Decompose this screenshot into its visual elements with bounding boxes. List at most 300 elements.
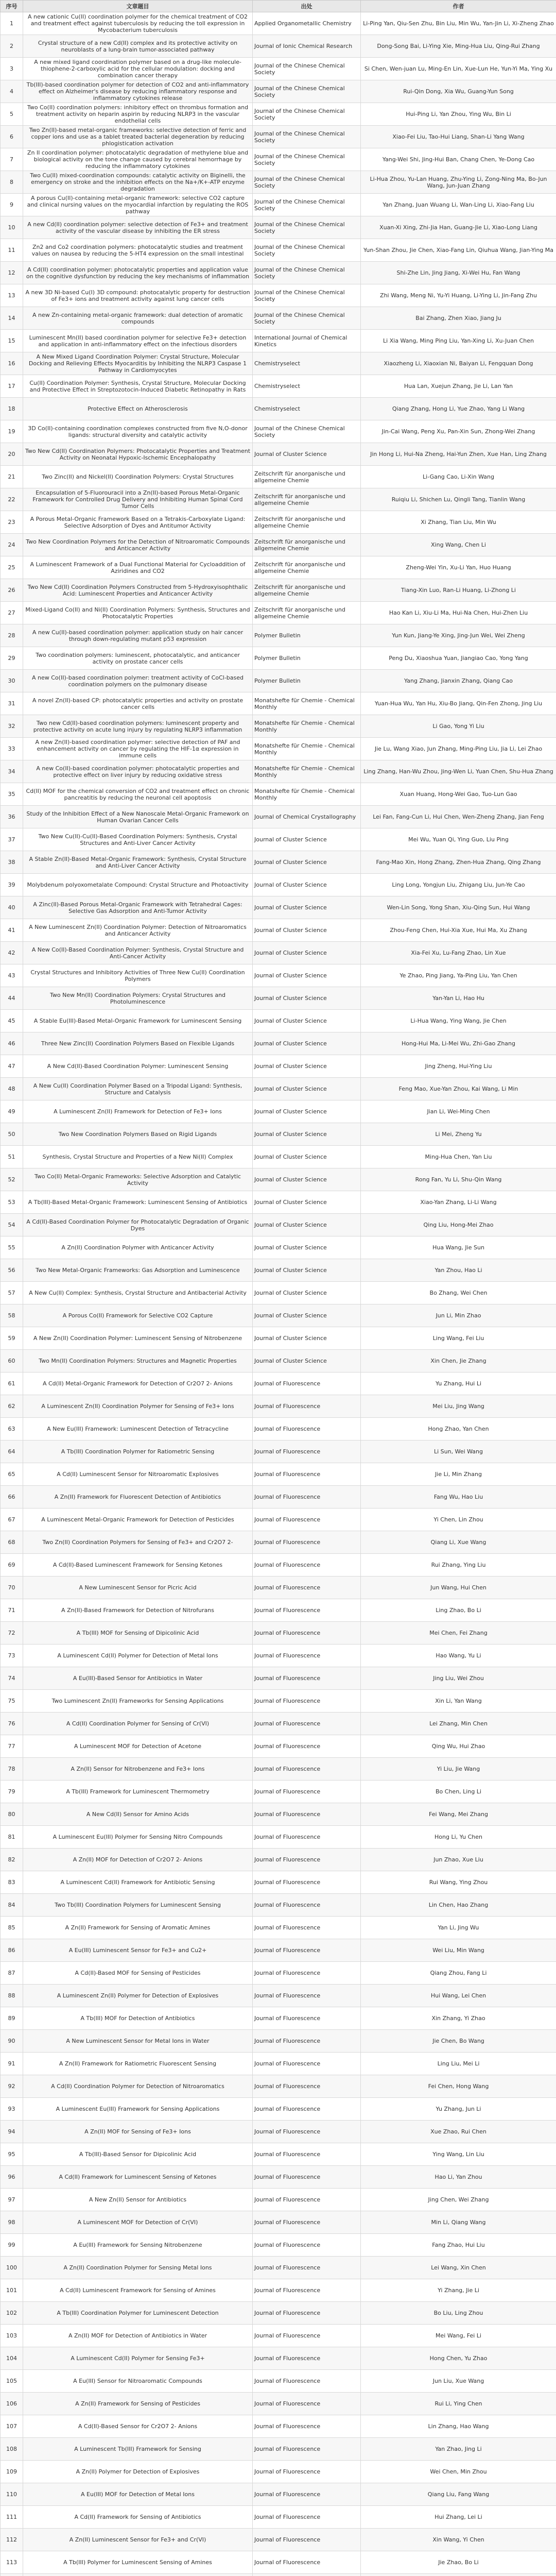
journal-name: Journal of the Chinese Chemical Society bbox=[253, 262, 361, 284]
journal-name: Journal of the Chinese Chemical Society bbox=[253, 171, 361, 194]
journal-name: Journal of Fluorescence bbox=[253, 1735, 361, 1758]
journal-name: Journal of Cluster Science bbox=[253, 964, 361, 987]
row-number: 16 bbox=[1, 352, 23, 375]
journal-name: Monatshefte für Chemie - Chemical Monthly bbox=[253, 760, 361, 783]
table-row bbox=[1, 1418, 556, 1440]
table-row bbox=[1, 12, 556, 35]
article-title: A Cd(II) Luminescent Framework for Sensing of Amines bbox=[23, 2279, 253, 2302]
row-number: 7 bbox=[1, 148, 23, 171]
journal-name: Journal of Cluster Science bbox=[253, 1123, 361, 1146]
journal-name: Journal of Fluorescence bbox=[253, 1554, 361, 1577]
article-title: A Porous Metal-Organic Framework Based on a Tetrakis-Carboxylate Ligand: Selective Adsorption of Dyes and Antitumor Activity bbox=[23, 511, 253, 534]
author-list: Qiang Li, Xue Wang bbox=[361, 1531, 556, 1554]
article-title: Two coordination polymers: luminescent, photocatalytic, and anticancer activity on prostate cancer cells bbox=[23, 647, 253, 670]
row-number: 104 bbox=[1, 2347, 23, 2370]
row-number: 52 bbox=[1, 1168, 23, 1191]
author-list: Jun Wang, Hui Chen bbox=[361, 1577, 556, 1599]
row-number: 91 bbox=[1, 2053, 23, 2075]
table-row bbox=[1, 1554, 556, 1577]
table-row bbox=[1, 307, 556, 330]
author-list: Jun Zhao, Xue Liu bbox=[361, 1849, 556, 1871]
table-row bbox=[1, 80, 556, 103]
author-list: Mei Chen, Fei Zhang bbox=[361, 1622, 556, 1645]
table-row bbox=[1, 2483, 556, 2506]
author-list: Xiaozheng Li, Xiaoxian Ni, Baiyan Li, Fengquan Dong bbox=[361, 352, 556, 375]
row-number: 50 bbox=[1, 1123, 23, 1146]
article-title: A Cd(II) Metal-Organic Framework for Detection of Cr2O7 2- Anions bbox=[23, 1372, 253, 1395]
table-row bbox=[1, 126, 556, 148]
author-list: Li Xia Wang, Ming Ping Liu, Yan-Xing Li, Xu-Juan Chen bbox=[361, 330, 556, 352]
journal-name: Journal of Fluorescence bbox=[253, 1395, 361, 1418]
article-title: A New Eu(III) Framework: Luminescent Detection of Tetracycline bbox=[23, 1418, 253, 1440]
article-title: A Zn(II) Framework for Ratiometric Fluorescent Sensing bbox=[23, 2053, 253, 2075]
row-number: 39 bbox=[1, 874, 23, 896]
table-row bbox=[1, 1849, 556, 1871]
journal-name: Journal of the Chinese Chemical Society bbox=[253, 80, 361, 103]
article-title: A Stable Eu(III)-Based Metal-Organic Framework for Luminescent Sensing bbox=[23, 1010, 253, 1032]
article-title: Tb(III)-based coordination polymer for detection of CO2 and anti-inflammatory effect on Alzheimer's disease by reducing inflammatory response and inflammatory cytokines release bbox=[23, 80, 253, 103]
author-list: Qiang Liu, Fang Wang bbox=[361, 2483, 556, 2506]
journal-name: Journal of Cluster Science bbox=[253, 1168, 361, 1191]
author-list: Fang Wu, Hao Liu bbox=[361, 1486, 556, 1509]
table-row bbox=[1, 1690, 556, 1713]
table-row bbox=[1, 103, 556, 126]
row-number: 44 bbox=[1, 987, 23, 1010]
table-row bbox=[1, 1214, 556, 1236]
article-title: A Zn(II) Sensor for Nitrobenzene and Fe3+ Ions bbox=[23, 1758, 253, 1781]
author-list: Jing Zheng, Hui-Ying Liu bbox=[361, 1055, 556, 1078]
author-list: Xiao-Fei Liu, Tao-Hui Liang, Shan-Li Yang Wang bbox=[361, 126, 556, 148]
table-row bbox=[1, 1985, 556, 2007]
row-number: 30 bbox=[1, 670, 23, 692]
article-title: A Eu(III) MOF for Detection of Metal Ions bbox=[23, 2483, 253, 2506]
table-row bbox=[1, 2211, 556, 2234]
row-number: 23 bbox=[1, 511, 23, 534]
journal-name: Journal of Fluorescence bbox=[253, 1531, 361, 1554]
journal-name: Zeitschrift für anorganische und allgemeine Chemie bbox=[253, 579, 361, 602]
journal-name: Journal of Fluorescence bbox=[253, 2347, 361, 2370]
row-number: 74 bbox=[1, 1667, 23, 1690]
table-row bbox=[1, 194, 556, 216]
journal-name: Journal of Fluorescence bbox=[253, 2438, 361, 2461]
table-row bbox=[1, 1259, 556, 1282]
article-title: A Tb(III) Framework for Luminescent Thermometry bbox=[23, 1781, 253, 1803]
row-number: 98 bbox=[1, 2211, 23, 2234]
table-row bbox=[1, 1871, 556, 1894]
row-number: 8 bbox=[1, 171, 23, 194]
row-number: 49 bbox=[1, 1100, 23, 1123]
article-title: A Cd(II) Coordination Polymer for Sensing of Cr(VI) bbox=[23, 1713, 253, 1735]
journal-name: Journal of Fluorescence bbox=[253, 1917, 361, 1939]
article-title: Two Co(II) Metal-Organic Frameworks: Selective Adsorption and Catalytic Activity bbox=[23, 1168, 253, 1191]
author-list: Xue Zhao, Rui Chen bbox=[361, 2121, 556, 2143]
author-list: Rui-Qin Dong, Xia Wu, Guang-Yun Song bbox=[361, 80, 556, 103]
article-title: A New Zn(II) Sensor for Antibiotics bbox=[23, 2189, 253, 2211]
table-row bbox=[1, 148, 556, 171]
author-list: Wei Liu, Min Wang bbox=[361, 1939, 556, 1962]
journal-name: Journal of Cluster Science bbox=[253, 1304, 361, 1327]
row-number: 26 bbox=[1, 579, 23, 602]
article-title: Two Zinc(II) and Nickel(II) Coordination Polymers: Crystal Structures bbox=[23, 466, 253, 488]
row-number: 48 bbox=[1, 1078, 23, 1100]
row-number: 102 bbox=[1, 2302, 23, 2325]
article-title: Zn2 and Co2 coordination polymers: photocatalytic studies and treatment values on nausea by reducing the 5-HT4 expression on the small intestinal bbox=[23, 239, 253, 262]
table-row bbox=[1, 534, 556, 556]
author-list: Li-Hua Wang, Ying Wang, Jie Chen bbox=[361, 1010, 556, 1032]
article-title: Two Zn(II)-based metal-organic frameworks: selective detection of ferric and copper ions and use as a tablet treated bacterial degeneration by reducing phlogistication activation bbox=[23, 126, 253, 148]
table-row bbox=[1, 2370, 556, 2393]
article-title bbox=[23, 2574, 253, 2576]
row-number: 1 bbox=[1, 12, 23, 35]
journal-name: Journal of Chemical Crystallography bbox=[253, 806, 361, 828]
journal-name: Zeitschrift für anorganische und allgemeine Chemie bbox=[253, 466, 361, 488]
journal-name: Journal of Cluster Science bbox=[253, 1214, 361, 1236]
table-row bbox=[1, 2461, 556, 2483]
table-row bbox=[1, 1758, 556, 1781]
article-title: Study of the Inhibition Effect of a New Nanoscale Metal-Organic Framework on Human Ovarian Cancer Cells bbox=[23, 806, 253, 828]
article-title: A New Cd(II)-Based Coordination Polymer: Luminescent Sensing bbox=[23, 1055, 253, 1078]
table-row bbox=[1, 2121, 556, 2143]
journal-name: Journal of Cluster Science bbox=[253, 919, 361, 942]
table-header bbox=[1, 1, 556, 12]
author-list: Xia-Fei Xu, Lu-Fang Zhao, Lin Xue bbox=[361, 942, 556, 964]
article-title: Two New Mn(II) Coordination Polymers: Crystal Structures and Photoluminescence bbox=[23, 987, 253, 1010]
table-row bbox=[1, 738, 556, 760]
author-list: Yan Zhao, Jing Li bbox=[361, 2438, 556, 2461]
article-title: Two New Coordination Polymers for the Detection of Nitroaromatic Compounds and Anticancer Activity bbox=[23, 534, 253, 556]
table-body bbox=[1, 12, 556, 2576]
author-list: Bo Zhang, Wei Chen bbox=[361, 1282, 556, 1304]
article-title: A Luminescent Framework of a Dual Functional Material for Cycloaddition of Aziridines and CO2 bbox=[23, 556, 253, 579]
journal-name: Journal of Fluorescence bbox=[253, 1826, 361, 1849]
author-list: Hua Wang, Jie Sun bbox=[361, 1236, 556, 1259]
table-row bbox=[1, 35, 556, 58]
author-list: Xiao-Yan Zhang, Li-Li Wang bbox=[361, 1191, 556, 1214]
table-row bbox=[1, 398, 556, 420]
article-title: Zn II coordination polymer: photocatalytic degradation of methylene blue and biological activity on the tone change caused by cerebral hemorrhage by reducing the inflammatory cytokines bbox=[23, 148, 253, 171]
row-number: 59 bbox=[1, 1327, 23, 1350]
table-row bbox=[1, 1327, 556, 1350]
row-number: 105 bbox=[1, 2370, 23, 2393]
journal-name: Journal of Cluster Science bbox=[253, 896, 361, 919]
author-list: Li-Ping Yan, Qiu-Sen Zhu, Bin Liu, Min Wu, Yan-Jin Li, Xi-Zheng Zhao bbox=[361, 12, 556, 35]
journal-name: Monatshefte für Chemie - Chemical Monthly bbox=[253, 783, 361, 806]
author-list: Hong-Hui Ma, Li-Mei Wu, Zhi-Gao Zhang bbox=[361, 1032, 556, 1055]
article-title: A Tb(III) MOF for Detection of Antibiotics bbox=[23, 2007, 253, 2030]
table-row bbox=[1, 556, 556, 579]
row-number: 72 bbox=[1, 1622, 23, 1645]
table-row bbox=[1, 420, 556, 443]
article-title: Two Mn(II) Coordination Polymers: Structures and Magnetic Properties bbox=[23, 1350, 253, 1372]
article-title: Two New Cu(II)-Cu(II)-Based Coordination Polymers: Synthesis, Crystal Structures and Anti-Liver Cancer Activity bbox=[23, 828, 253, 851]
row-number: 82 bbox=[1, 1849, 23, 1871]
journal-name: Journal of Fluorescence bbox=[253, 2279, 361, 2302]
table-row bbox=[1, 1486, 556, 1509]
row-number: 99 bbox=[1, 2234, 23, 2257]
article-title: A Luminescent Eu(III) Framework for Sensing Applications bbox=[23, 2098, 253, 2121]
table-row bbox=[1, 1282, 556, 1304]
article-title: A Luminescent Cd(II) Framework for Antibiotic Sensing bbox=[23, 1871, 253, 1894]
journal-name: Polymer Bulletin bbox=[253, 647, 361, 670]
article-title: A Zn(II) MOF for Detection of Antibiotics in Water bbox=[23, 2325, 253, 2347]
article-title: A Luminescent Cd(II) Polymer for Detection of Metal Ions bbox=[23, 1645, 253, 1667]
author-list: Bo Liu, Ling Zhou bbox=[361, 2302, 556, 2325]
author-list: Hong Zhao, Yan Chen bbox=[361, 1418, 556, 1440]
author-list: Lei Wang, Xin Chen bbox=[361, 2257, 556, 2279]
article-title: A Zn(II) Framework for Sensing of Pesticides bbox=[23, 2393, 253, 2415]
article-title: A new Cd(II) coordination polymer: selective detection of Fe3+ and treatment activity of the vascular disease by inhibiting the ER stress bbox=[23, 216, 253, 239]
author-list: Hao Kan Li, Xiu-Li Ma, Hui-Na Chen, Hui-Zhen Liu bbox=[361, 602, 556, 624]
table-row bbox=[1, 828, 556, 851]
table-row bbox=[1, 2234, 556, 2257]
table-row bbox=[1, 874, 556, 896]
row-number: 112 bbox=[1, 2529, 23, 2551]
row-number: 38 bbox=[1, 851, 23, 874]
article-title: A Zn(II) Framework for Sensing of Aromatic Amines bbox=[23, 1917, 253, 1939]
row-number: 29 bbox=[1, 647, 23, 670]
table-row bbox=[1, 2393, 556, 2415]
journal-name: Journal of Cluster Science bbox=[253, 443, 361, 466]
row-number: 65 bbox=[1, 1463, 23, 1486]
article-title: Cd(II) MOF for the chemical conversion of CO2 and treatment effect on chronic pancreatitis by reducing the neuronal cell apoptosis bbox=[23, 783, 253, 806]
table-row bbox=[1, 1372, 556, 1395]
article-title: A Luminescent Eu(III) Polymer for Sensing Nitro Compounds bbox=[23, 1826, 253, 1849]
table-row bbox=[1, 1803, 556, 1826]
journal-name: Journal of Fluorescence bbox=[253, 2030, 361, 2053]
author-list: Yu Zhang, Jun Li bbox=[361, 2098, 556, 2121]
journal-name: Journal of Cluster Science bbox=[253, 1327, 361, 1350]
article-title: A Tb(III) MOF for Sensing of Dipicolinic Acid bbox=[23, 1622, 253, 1645]
row-number: 54 bbox=[1, 1214, 23, 1236]
row-number: 96 bbox=[1, 2166, 23, 2189]
article-title: A novel Zn(II)-based CP: photocatalytic properties and activity on prostate cancer cells bbox=[23, 692, 253, 715]
author-list: Peng Du, Xiaoshua Yuan, Jiangiao Cao, Yong Yang bbox=[361, 647, 556, 670]
journal-name: Journal of the Chinese Chemical Society bbox=[253, 420, 361, 443]
row-number: 109 bbox=[1, 2461, 23, 2483]
table-row bbox=[1, 1010, 556, 1032]
table-row bbox=[1, 1032, 556, 1055]
journal-name: Journal of Fluorescence bbox=[253, 1871, 361, 1894]
author-list: Jing Liu, Wei Zhou bbox=[361, 1667, 556, 1690]
table-row bbox=[1, 1667, 556, 1690]
author-list: Li Sun, Wei Wang bbox=[361, 1440, 556, 1463]
author-list: Qing Liu, Hong-Mei Zhao bbox=[361, 1214, 556, 1236]
author-list: Jie Li, Min Zhang bbox=[361, 1463, 556, 1486]
table-row bbox=[1, 2098, 556, 2121]
row-number: 90 bbox=[1, 2030, 23, 2053]
journal-name: Journal of the Chinese Chemical Society bbox=[253, 148, 361, 171]
journal-name: Journal of Fluorescence bbox=[253, 2007, 361, 2030]
table-row bbox=[1, 647, 556, 670]
row-number: 108 bbox=[1, 2438, 23, 2461]
table-row bbox=[1, 2438, 556, 2461]
table-row bbox=[1, 1304, 556, 1327]
table-row bbox=[1, 919, 556, 942]
row-number: 76 bbox=[1, 1713, 23, 1735]
author-list: Li-Hua Zhou, Yu-Lan Huang, Zhu-Ying Li, Zong-Ning Ma, Bo-Jun Wang, Jun-Juan Zhang bbox=[361, 171, 556, 194]
author-list: Lin Zhang, Hao Wang bbox=[361, 2415, 556, 2438]
journal-name: Journal of Fluorescence bbox=[253, 1599, 361, 1622]
journal-name: Journal of Cluster Science bbox=[253, 1236, 361, 1259]
article-title: Molybdenum polyoxometalate Compound: Crystal Structure and Photoactivity bbox=[23, 874, 253, 896]
row-number: 45 bbox=[1, 1010, 23, 1032]
header-journal: 出处 bbox=[253, 1, 361, 12]
author-list: Ye Zhao, Ping Jiang, Ya-Ping Liu, Yan Chen bbox=[361, 964, 556, 987]
article-title: A new Zn-containing metal-organic framework: dual detection of aromatic compounds bbox=[23, 307, 253, 330]
article-title: Two New Cd(II) Coordination Polymers Constructed from 5-Hydroxyisophthalic Acid: Luminescent Properties and Anticancer Activity bbox=[23, 579, 253, 602]
article-title: A Tb(III)-Based Sensor for Dipicolinic Acid bbox=[23, 2143, 253, 2166]
row-number: 19 bbox=[1, 420, 23, 443]
table-row bbox=[1, 1395, 556, 1418]
table-row bbox=[1, 851, 556, 874]
journal-name: Monatshefte für Chemie - Chemical Monthly bbox=[253, 738, 361, 760]
author-list: Hua Lan, Xuejun Zhang, Jie Li, Lan Yan bbox=[361, 375, 556, 398]
row-number: 20 bbox=[1, 443, 23, 466]
author-list: Mei Wang, Fei Li bbox=[361, 2325, 556, 2347]
article-title: A New Luminescent Zn(II) Coordination Polymer: Detection of Nitroaromatics and Anticancer Activity bbox=[23, 919, 253, 942]
table-row bbox=[1, 2551, 556, 2574]
article-title: A Tb(III) Polymer for Luminescent Sensing of Amines bbox=[23, 2551, 253, 2574]
journal-name: Journal of Fluorescence bbox=[253, 1781, 361, 1803]
author-list: Tiang-Xin Luo, Ran-Li Huang, Li-Zhong Li bbox=[361, 579, 556, 602]
journal-name: Journal of the Chinese Chemical Society bbox=[253, 58, 361, 80]
author-list: Xuan-Xi Xing, Zhi-Jia Han, Guang-Jie Li, Xiao-Long Liang bbox=[361, 216, 556, 239]
author-list: Yang Zhang, Jianxin Zhang, Qiang Cao bbox=[361, 670, 556, 692]
table-row bbox=[1, 692, 556, 715]
author-list: Qiang Zhou, Fang Li bbox=[361, 1962, 556, 1985]
author-list: Xing Wang, Chen Li bbox=[361, 534, 556, 556]
journal-name: Applied Organometallic Chemistry bbox=[253, 12, 361, 35]
journal-name: Journal of Fluorescence bbox=[253, 2166, 361, 2189]
author-list: Jin-Cai Wang, Peng Xu, Pan-Xin Sun, Zhong-Wei Zhang bbox=[361, 420, 556, 443]
article-title: A Cd(II) Coordination Polymer for Detection of Nitroaromatics bbox=[23, 2075, 253, 2098]
article-title: 3D Co(II)-containing coordination complexes constructed from five N,O-donor ligands: structural diversity and catalytic activity bbox=[23, 420, 253, 443]
table-row bbox=[1, 624, 556, 647]
author-list: Shi-Zhe Lin, Jing Jiang, Xi-Wei Hu, Fan Wang bbox=[361, 262, 556, 284]
table-row bbox=[1, 2506, 556, 2529]
journal-name: Journal of Fluorescence bbox=[253, 1939, 361, 1962]
author-list: Lei Fan, Fang-Cun Li, Hui Chen, Wen-Zheng Zhang, Jian Feng bbox=[361, 806, 556, 828]
table-row bbox=[1, 760, 556, 783]
article-title: Crystal Structures and Inhibitory Activities of Three New Cu(II) Coordination Polymers bbox=[23, 964, 253, 987]
author-list: Ruiqiu Li, Shichen Lu, Qingli Tang, Tianlin Wang bbox=[361, 488, 556, 511]
table-row bbox=[1, 1531, 556, 1554]
journal-name: Chemistryselect bbox=[253, 352, 361, 375]
journal-name: Journal of Cluster Science bbox=[253, 1032, 361, 1055]
table-row bbox=[1, 783, 556, 806]
journal-name: Journal of Fluorescence bbox=[253, 1622, 361, 1645]
article-title: A Luminescent MOF for Detection of Cr(VI) bbox=[23, 2211, 253, 2234]
journal-name: Journal of Fluorescence bbox=[253, 2506, 361, 2529]
journal-name: Journal of Fluorescence bbox=[253, 2529, 361, 2551]
row-number: 86 bbox=[1, 1939, 23, 1962]
journal-name: Polymer Bulletin bbox=[253, 624, 361, 647]
article-title: A new cationic Cu(II) coordination polymer for the chemical treatment of CO2 and treatment effect against tuberculosis by reducing the toll expression in Mycobacterium tuberculosis bbox=[23, 12, 253, 35]
table-row bbox=[1, 262, 556, 284]
article-title: Mixed-Ligand Co(II) and Ni(II) Coordination Polymers: Synthesis, Structures and Photocatalytic Properties bbox=[23, 602, 253, 624]
row-number: 78 bbox=[1, 1758, 23, 1781]
journal-name: Zeitschrift für anorganische und allgemeine Chemie bbox=[253, 534, 361, 556]
journal-name: Journal of Fluorescence bbox=[253, 1849, 361, 1871]
journal-name: Journal of Cluster Science bbox=[253, 1100, 361, 1123]
table-row bbox=[1, 2279, 556, 2302]
article-title: A New Luminescent Sensor for Picric Acid bbox=[23, 1577, 253, 1599]
journal-name: Journal of the Chinese Chemical Society bbox=[253, 239, 361, 262]
author-list: Yan Li, Jing Wu bbox=[361, 1917, 556, 1939]
journal-name: Journal of the Chinese Chemical Society bbox=[253, 126, 361, 148]
row-number: 81 bbox=[1, 1826, 23, 1849]
author-list: Mei Wu, Yuan Qi, Ying Guo, Liu Ping bbox=[361, 828, 556, 851]
journal-name: Journal of Fluorescence bbox=[253, 1463, 361, 1486]
article-title: A Eu(III) Sensor for Nitroaromatic Compounds bbox=[23, 2370, 253, 2393]
row-number: 37 bbox=[1, 828, 23, 851]
journal-name: Chemistryselect bbox=[253, 375, 361, 398]
table-row bbox=[1, 1350, 556, 1372]
row-number: 35 bbox=[1, 783, 23, 806]
table-row bbox=[1, 2189, 556, 2211]
table-row bbox=[1, 896, 556, 919]
journal-name: Journal of the Chinese Chemical Society bbox=[253, 284, 361, 307]
row-number: 17 bbox=[1, 375, 23, 398]
journal-name: Journal of Fluorescence bbox=[253, 2053, 361, 2075]
article-title: A Zn(II) Luminescent Sensor for Fe3+ and Cr(VI) bbox=[23, 2529, 253, 2551]
row-number: 56 bbox=[1, 1259, 23, 1282]
journal-name: Journal of Fluorescence bbox=[253, 1645, 361, 1667]
row-number: 73 bbox=[1, 1645, 23, 1667]
row-number: 34 bbox=[1, 760, 23, 783]
journal-name: Journal of Cluster Science bbox=[253, 851, 361, 874]
author-list: Lin Chen, Hao Zhang bbox=[361, 1894, 556, 1917]
author-list: Li Mei, Zheng Yu bbox=[361, 1123, 556, 1146]
article-title: A Eu(III) Framework for Sensing Nitrobenzene bbox=[23, 2234, 253, 2257]
article-title: A Zn(II) Framework for Fluorescent Detection of Antibiotics bbox=[23, 1486, 253, 1509]
table-row bbox=[1, 1463, 556, 1486]
journal-name: Journal of Fluorescence bbox=[253, 2189, 361, 2211]
journal-name: Journal of Fluorescence bbox=[253, 1418, 361, 1440]
row-number: 100 bbox=[1, 2257, 23, 2279]
table-row bbox=[1, 488, 556, 511]
row-number: 92 bbox=[1, 2075, 23, 2098]
table-row bbox=[1, 2574, 556, 2576]
row-number: 68 bbox=[1, 1531, 23, 1554]
table-row bbox=[1, 602, 556, 624]
article-title: Luminescent Mn(II) based coordination polymer for selective Fe3+ detection and application in anti-inflammatory effect on the infectious disorders bbox=[23, 330, 253, 352]
table-row bbox=[1, 579, 556, 602]
row-number: 113 bbox=[1, 2551, 23, 2574]
author-list: Hui Zhang, Lei Li bbox=[361, 2506, 556, 2529]
table-row bbox=[1, 330, 556, 352]
journal-name: Journal of Fluorescence bbox=[253, 2302, 361, 2325]
row-number: 97 bbox=[1, 2189, 23, 2211]
author-list: Jun Liu, Xue Wang bbox=[361, 2370, 556, 2393]
row-number: 32 bbox=[1, 715, 23, 738]
journal-name: International Journal of Chemical Kinetics bbox=[253, 330, 361, 352]
journal-name: Journal of Fluorescence bbox=[253, 2143, 361, 2166]
article-title: A New Cu(II) Complex: Synthesis, Crystal Structure and Antibacterial Activity bbox=[23, 1282, 253, 1304]
header-title: 文章题目 bbox=[23, 1, 253, 12]
author-list: Li-Gang Cao, Li-Xin Wang bbox=[361, 466, 556, 488]
article-title: A Cd(II)-Based Coordination Polymer for Photocatalytic Degradation of Organic Dyes bbox=[23, 1214, 253, 1236]
journal-name bbox=[253, 2574, 361, 2576]
row-number: 31 bbox=[1, 692, 23, 715]
table-row bbox=[1, 2325, 556, 2347]
journal-name: Journal of Cluster Science bbox=[253, 874, 361, 896]
author-list: Ling Zhang, Han-Wu Zhou, Jing-Wen Li, Yuan Chen, Shu-Hua Zhang bbox=[361, 760, 556, 783]
journal-name: Journal of Cluster Science bbox=[253, 942, 361, 964]
row-number: 85 bbox=[1, 1917, 23, 1939]
row-number: 21 bbox=[1, 466, 23, 488]
journal-name: Journal of Fluorescence bbox=[253, 2211, 361, 2234]
